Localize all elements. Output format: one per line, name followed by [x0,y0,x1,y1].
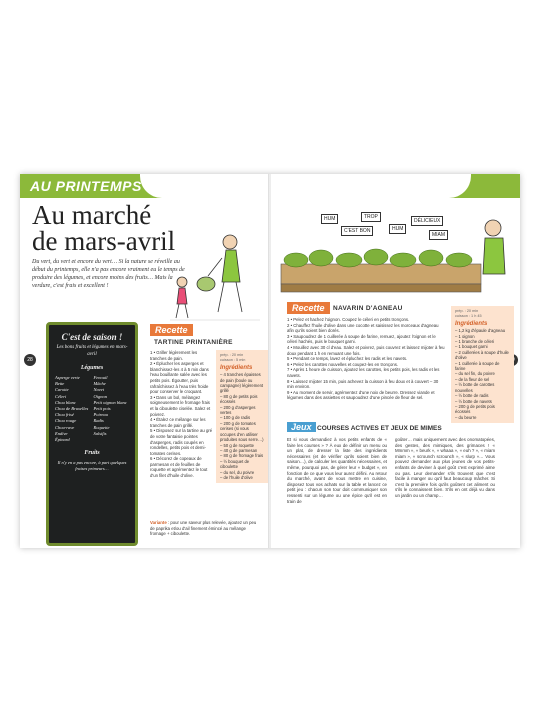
variante-text: : pour une saveur plus relevée, ajoutez un peu de paprika et/ou d'ail finement émincé au mélange fromage + ciboulette. [150,520,257,537]
vegetables-col-2: Fenouil Mâche Navet Oignon Petit oignon blanc Petit pois Poireau Radis Roquette Salsifis [93,375,127,436]
recipe-tag-right: Recette [287,302,330,314]
child-figure [176,277,188,318]
fruits-text: Il n'y en a pas encore, à part quelques fraises primeurs… [57,460,127,472]
section-tag: AU PRINTEMPS [30,178,142,194]
bubble-hum-1: HUM [321,214,338,224]
recipe-tag-left: Recette [150,324,193,336]
bubble-delicieux: DÉLICIEUX [411,216,443,226]
vegetables-col-1: Asperge verte Bette Carotte Céleri Chou blanc Chou de Bruxelles Chou frisé Chou rouge Chou-rave Endive Épinard [55,375,89,443]
grandfather-child-illustration [130,224,269,324]
jeux-title: COURSES ACTIVES ET JEUX DE MIMES [317,425,442,432]
recipe-variante [150,520,262,537]
merchant-figure [483,220,505,274]
recipe-steps-right: 1 • Pelez et hachez l'oignon. Coupez le céleri en petits tronçons. 2 • Chauffez l'huile d'olive dans une cocotte et saisissez les morceaux d'agneau afin qu'ils soient bien dorés. 3 • Saupoudrez de 1 cuillerée à soupe de farine, remuez, ajoutez l'oignon et le céleri hachés, puis le bouquet garni. 4 • Mouillez avec 30 cl d'eau. Salez et poivrez, puis couvrez et laissez mijoter à feu doux pendant 1 h en remuant une fois. 5 • Pendant ce temps, lavez et épluchez les radis et les navets. 6 • Pelez les carottes nouvelles et coupez-les en tronçons. 7 • Après 1 heure de cuisson, ajoutez les carottes, les petits pois, les radis et les navets. 8 • Laissez mijoter 15 min, puis achevez la cuisson à feu doux et à couvert – 30 min environ. 9 • Au moment de servir, agrémentez d'une noix de beurre. Dressez viande et légumes dans des assiettes et saupoudrez d'une pincée de fleur de sel. [287,317,445,401]
prep-time-right: prép. : 20 min cuisson : 1 h 45 [455,309,482,319]
band-curve [140,174,269,198]
ingredients-box-left [216,350,269,483]
jeux-column-1: Et si vous demandiez à vos petits enfants de « faire les courses » ? À eux de définir un menu ou un plat, de dresser la liste des ingrédients nécessaires (et de vérifier qu'ils soient bien de saison…), de calculer les quantités nécessaires, et même, pourquoi pas, de gérer leur « budget », en fonction de ce que vous leur aurez défini. Au retour du marché, avant de vous mettre en cuisine, disposez tous vos achats sur la table et lancez ce petit jeu : chacun son tour doit communiquer son ressenti sur un légume ou une épice qu'il est en train de [287,437,387,504]
jeux-tag: Jeux [287,422,316,432]
season-chalkboard [46,322,138,546]
bubble-hum-2: HUM [389,224,406,234]
recipe-title-right: NAVARIN D'AGNEAU [333,305,403,312]
chalkboard-title: C'est de saison ! [61,332,123,342]
recipe-title-left: TARTINE PRINTANIÈRE [154,339,233,346]
intro-text: Du vert, du vert et encore du vert… Si la nature se réveille au début du printemps, elle n'a pas encore vraiment eu le temps de produire des légumes, et encore moins des fruits… Mais la verdure, c'est frais et excellent ! [32,259,185,289]
chalkboard-subtitle: Les bons fruits et légumes en mars-avril [56,345,128,357]
vegetables-heading: Légumes [80,365,104,371]
ingredients-heading-right: Ingrédients [455,320,488,327]
title-line-2: de mars-avril [32,226,176,256]
right-page [271,174,520,548]
bubble-cest-bon: C'EST BON [341,226,373,236]
book-spread [20,174,520,548]
fruits-heading: Fruits [84,450,100,457]
ingredients-box-right [451,306,514,423]
ingredients-list-right: – 1,2 kg d'épaule d'agneau – 1 oignon – 1 branche de céleri – 1 bouquet garni – 2 cuillerées à soupe d'huile d'olive – 1 cuillerée à soupe de farine – du sel fin, du poivre – de la fleur de sel – ½ botte de carottes nouvelles – ½ botte de radis – ½ botte de navets – 200 g de petits pois écossés – du beurre [455,328,509,420]
ingredients-heading-left: Ingrédients [220,364,253,371]
grandfather-figure [197,235,242,312]
prep-time-left: prép. : 20 min cuisson : 5 min [220,353,246,363]
market-stall-illustration [271,194,520,304]
vegetables-list [55,375,129,443]
recipe-steps-left: 1 • Griller légèrement les tranches de pain. 2 • Éplucher les asperges et blanchissez-les 4 à 5 min dans l'eau bouillante salée avec les petits pois. Égoutter, puis rafraîchissez à l'eau très froide pour conserver le croquant. 3 • Dans un bol, mélangez soigneusement le fromage frais et la ciboulette ciselée. Salez et poivrez. 4 • Étalez ce mélange sur les tranches de pain grillé. 5 • Disposez sur la tartine au gré de votre fantaisie pointes d'asperges, radis coupés en rondelles, petits pois et demi-tomates cerises. 6 • Décorez de copeaux de parmesan et de feuilles de roquette et agrémentez le tout d'un filet d'huile d'olive. [150,350,213,479]
ingredients-list-left: – 4 tranches épaisses de pain (boule ou campagne) légèrement grillé – 80 g de petits pois écossés – 200 g d'asperges vertes – 100 g de radis – 200 g de tomates cerises (si vous occupes d'en utiliser produites sous serre…) – 50 g de roquette – 40 g de parmesan – 80 g de fromage frais – ½ bouquet de ciboulette – du sel, du poivre – de l'huile d'olive [220,372,264,480]
variante-label: Variante [150,520,167,525]
bubble-trop: TROP [361,212,381,222]
page-number-left: 28 [24,354,36,366]
bubble-miam: MIAM [429,230,448,240]
vegetable-crates [281,249,481,292]
title-line-1: Au marché [32,200,152,230]
jeux-column-2: goûter… mais uniquement avec des onomatopées, des gestes, des mimiques, des grimaces ! « Mmmm », « beurk », « whaaa », « euh ? », « miam miam », « scrounch scrounch », « slurp »… Vous pouvez demander aux plus jeunes de vos petits-enfants de deviner à quel goût c'est exprimé aime ou pas. Leur demander s'ils trouvent que c'est facile à manger ou qu'il faut beaucoup mâcher. Si c'est la première fois qu'ils goûtent cet aliment ou s'ils le connaissent bien. S'ils en ont déjà vu dans un jardin ou un champ… [395,437,495,498]
left-page [20,174,269,548]
